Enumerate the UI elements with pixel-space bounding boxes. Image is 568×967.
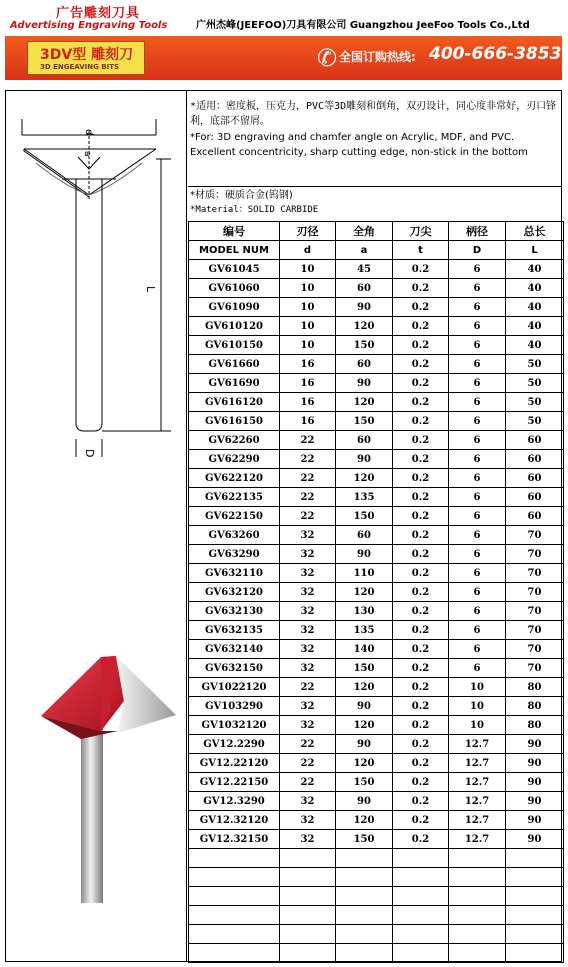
- table-cell: 0.2: [393, 583, 449, 602]
- table-cell: 50: [506, 374, 564, 393]
- table-cell: 135: [336, 621, 393, 640]
- material-cn: *材质：硬质合金(钨钢): [190, 190, 293, 201]
- table-row-empty: [189, 906, 564, 925]
- table-cell: GV61045: [189, 260, 280, 279]
- table-cell: MODEL NUM: [189, 241, 280, 260]
- table-cell: 10: [280, 336, 336, 355]
- hotline-label: 全国订购热线:: [339, 50, 416, 64]
- table-cell: 0.2: [393, 716, 449, 735]
- table-row: [189, 450, 564, 469]
- table-cell: GV1032120: [189, 716, 280, 735]
- table-cell: 刀尖: [393, 222, 449, 241]
- table-row: [189, 279, 564, 298]
- table-cell: GV1022120: [189, 678, 280, 697]
- table-cell: 0.2: [393, 412, 449, 431]
- table-cell: 90: [336, 697, 393, 716]
- table-cell: [393, 944, 449, 963]
- table-row: [189, 792, 564, 811]
- material-en: *Material：SOLID CARBIDE: [190, 205, 319, 215]
- table-cell: 150: [336, 507, 393, 526]
- table-cell: t: [393, 241, 449, 260]
- table-cell: 6: [449, 488, 506, 507]
- table-cell: 22: [280, 507, 336, 526]
- table-cell: 0.2: [393, 355, 449, 374]
- table-cell: 40: [506, 279, 564, 298]
- table-cell: 柄径: [449, 222, 506, 241]
- table-cell: 32: [280, 640, 336, 659]
- table-cell: 90: [506, 735, 564, 754]
- table-cell: 10: [449, 697, 506, 716]
- table-cell: 120: [336, 716, 393, 735]
- logo-title-en: Advertising Engraving Tools: [10, 20, 168, 31]
- table-row: [189, 735, 564, 754]
- table-cell: [393, 906, 449, 925]
- table-cell: 0.2: [393, 640, 449, 659]
- table-cell: [449, 849, 506, 868]
- spec-table: [188, 221, 564, 963]
- table-cell: [393, 925, 449, 944]
- table-cell: 10: [449, 678, 506, 697]
- table-cell: 120: [336, 583, 393, 602]
- table-cell: [189, 906, 280, 925]
- table-cell: 6: [449, 621, 506, 640]
- table-cell: [336, 868, 393, 887]
- table-cell: 45: [336, 260, 393, 279]
- table-cell: 16: [280, 355, 336, 374]
- table-cell: 0.2: [393, 678, 449, 697]
- table-cell: 60: [506, 488, 564, 507]
- table-cell: 140: [336, 640, 393, 659]
- table-cell: 120: [336, 317, 393, 336]
- table-cell: 6: [449, 564, 506, 583]
- table-cell: 0.2: [393, 507, 449, 526]
- table-cell: 6: [449, 431, 506, 450]
- table-cell: 0.2: [393, 564, 449, 583]
- table-cell: GV12.22120: [189, 754, 280, 773]
- table-cell: 0.2: [393, 469, 449, 488]
- table-cell: 全角: [336, 222, 393, 241]
- table-cell: 12.7: [449, 735, 506, 754]
- table-cell: [506, 906, 564, 925]
- table-cell: [506, 944, 564, 963]
- table-cell: 70: [506, 621, 564, 640]
- table-cell: 32: [280, 792, 336, 811]
- table-row: [189, 260, 564, 279]
- table-cell: GV61660: [189, 355, 280, 374]
- table-cell: 6: [449, 545, 506, 564]
- table-cell: 22: [280, 754, 336, 773]
- table-cell: GV61060: [189, 279, 280, 298]
- table-cell: 6: [449, 526, 506, 545]
- table-cell: 90: [506, 754, 564, 773]
- table-cell: 130: [336, 602, 393, 621]
- table-cell: 22: [280, 773, 336, 792]
- table-row: [189, 621, 564, 640]
- table-row: [189, 564, 564, 583]
- table-row: [189, 336, 564, 355]
- table-cell: 6: [449, 469, 506, 488]
- table-cell: 110: [336, 564, 393, 583]
- table-cell: 60: [506, 431, 564, 450]
- table-cell: 32: [280, 811, 336, 830]
- table-row-empty: [189, 925, 564, 944]
- table-row: [189, 374, 564, 393]
- table-cell: 22: [280, 469, 336, 488]
- table-cell: 120: [336, 469, 393, 488]
- table-cell: 32: [280, 697, 336, 716]
- table-cell: D: [449, 241, 506, 260]
- table-cell: [506, 887, 564, 906]
- table-cell: 150: [336, 659, 393, 678]
- table-cell: 90: [506, 773, 564, 792]
- table-cell: 70: [506, 659, 564, 678]
- table-cell: 6: [449, 450, 506, 469]
- product-tag: [27, 41, 145, 75]
- table-cell: 22: [280, 678, 336, 697]
- table-cell: [280, 887, 336, 906]
- table-cell: 150: [336, 830, 393, 849]
- table-row-empty: [189, 868, 564, 887]
- table-cell: 150: [336, 412, 393, 431]
- table-cell: [449, 868, 506, 887]
- table-cell: GV63260: [189, 526, 280, 545]
- table-cell: 12.7: [449, 754, 506, 773]
- table-cell: 0.2: [393, 659, 449, 678]
- table-cell: 90: [506, 792, 564, 811]
- table-cell: 6: [449, 279, 506, 298]
- table-cell: 70: [506, 583, 564, 602]
- table-cell: 22: [280, 431, 336, 450]
- table-cell: GV622135: [189, 488, 280, 507]
- table-cell: [336, 944, 393, 963]
- table-row: [189, 697, 564, 716]
- table-cell: GV103290: [189, 697, 280, 716]
- table-cell: 0.2: [393, 811, 449, 830]
- table-cell: 6: [449, 602, 506, 621]
- table-cell: GV632135: [189, 621, 280, 640]
- table-row-empty: [189, 849, 564, 868]
- table-cell: 32: [280, 621, 336, 640]
- table-cell: 6: [449, 336, 506, 355]
- table-cell: 0.2: [393, 792, 449, 811]
- table-cell: 150: [336, 773, 393, 792]
- table-cell: 0.2: [393, 735, 449, 754]
- table-cell: GV622120: [189, 469, 280, 488]
- table-cell: [449, 906, 506, 925]
- table-cell: 16: [280, 393, 336, 412]
- phone-icon: ✆: [317, 44, 338, 72]
- table-cell: 10: [449, 716, 506, 735]
- table-cell: 60: [506, 469, 564, 488]
- table-cell: [449, 925, 506, 944]
- table-row: [189, 640, 564, 659]
- table-cell: 6: [449, 640, 506, 659]
- company-name: 广州杰峰(JEEFOO)刀具有限公司 Guangzhou JeeFoo Tools Co.,Ltd: [196, 20, 530, 31]
- table-cell: 6: [449, 507, 506, 526]
- table-row: [189, 507, 564, 526]
- table-cell: a: [336, 241, 393, 260]
- dim-d-label: d: [83, 129, 94, 136]
- table-cell: 0.2: [393, 545, 449, 564]
- table-cell: 0.2: [393, 393, 449, 412]
- table-cell: [336, 849, 393, 868]
- table-cell: 40: [506, 298, 564, 317]
- table-cell: 总长: [506, 222, 564, 241]
- table-cell: 0.2: [393, 697, 449, 716]
- table-cell: [393, 868, 449, 887]
- table-cell: 80: [506, 697, 564, 716]
- table-row: [189, 811, 564, 830]
- table-row: [189, 298, 564, 317]
- table-cell: 0.2: [393, 773, 449, 792]
- table-cell: 80: [506, 716, 564, 735]
- table-cell: 编号: [189, 222, 280, 241]
- table-cell: [280, 925, 336, 944]
- dim-l-label: L: [144, 286, 157, 293]
- table-cell: 0.2: [393, 279, 449, 298]
- description-en: *For: 3D engraving and chamfer angle on Acrylic, MDF, and PVC. Excellent concentricity, sharp cutting edge, non-stick in the bottom: [190, 132, 528, 158]
- table-cell: [449, 944, 506, 963]
- table-cell: 12.7: [449, 830, 506, 849]
- table-cell: GV616120: [189, 393, 280, 412]
- table-cell: GV61690: [189, 374, 280, 393]
- table-cell: 60: [336, 355, 393, 374]
- table-cell: 6: [449, 298, 506, 317]
- table-cell: 120: [336, 811, 393, 830]
- table-cell: 0.2: [393, 260, 449, 279]
- table-cell: GV12.3290: [189, 792, 280, 811]
- table-cell: 32: [280, 564, 336, 583]
- table-cell: GV12.22150: [189, 773, 280, 792]
- table-cell: 6: [449, 583, 506, 602]
- material-block: [188, 187, 562, 221]
- table-cell: 60: [336, 431, 393, 450]
- table-cell: 60: [336, 526, 393, 545]
- table-cell: 0.2: [393, 621, 449, 640]
- table-cell: 40: [506, 317, 564, 336]
- table-cell: 80: [506, 678, 564, 697]
- table-cell: GV61090: [189, 298, 280, 317]
- table-cell: 22: [280, 450, 336, 469]
- table-row: [189, 754, 564, 773]
- table-cell: 10: [280, 279, 336, 298]
- table-cell: 70: [506, 526, 564, 545]
- table-cell: GV632150: [189, 659, 280, 678]
- table-cell: GV632140: [189, 640, 280, 659]
- table-cell: 32: [280, 526, 336, 545]
- table-row: [189, 317, 564, 336]
- table-row: [189, 355, 564, 374]
- table-cell: 0.2: [393, 336, 449, 355]
- table-cell: 150: [336, 336, 393, 355]
- table-cell: 120: [336, 393, 393, 412]
- table-cell: 60: [336, 279, 393, 298]
- table-cell: GV616150: [189, 412, 280, 431]
- tool-drawing: [6, 91, 187, 961]
- table-cell: 6: [449, 412, 506, 431]
- table-row: [189, 830, 564, 849]
- table-cell: 90: [336, 735, 393, 754]
- logo-title-cn: 广告雕刻刀具: [56, 6, 141, 21]
- table-cell: 12.7: [449, 811, 506, 830]
- table-cell: 0.2: [393, 754, 449, 773]
- table-cell: [189, 887, 280, 906]
- table-row-empty: [189, 887, 564, 906]
- table-cell: 32: [280, 602, 336, 621]
- table-cell: 90: [506, 830, 564, 849]
- table-cell: d: [280, 241, 336, 260]
- table-cell: 0.2: [393, 602, 449, 621]
- spec-sheet: [5, 90, 562, 962]
- page-header: [0, 0, 568, 36]
- description-block: [188, 91, 562, 187]
- table-cell: 32: [280, 545, 336, 564]
- table-cell: [280, 868, 336, 887]
- description-cn: *适用：密度板，压克力，PVC等3D雕刻和倒角，双刃设计，同心度非常好，刃口锋利，底部不留屑。: [190, 101, 557, 127]
- product-photo: [41, 656, 176, 903]
- table-row: [189, 545, 564, 564]
- table-cell: 6: [449, 374, 506, 393]
- table-cell: 40: [506, 260, 564, 279]
- table-cell: [280, 849, 336, 868]
- table-cell: GV12.32150: [189, 830, 280, 849]
- table-row: [189, 602, 564, 621]
- table-row: [189, 773, 564, 792]
- table-cell: 135: [336, 488, 393, 507]
- dim-a-label: a: [82, 151, 92, 157]
- table-cell: 刃径: [280, 222, 336, 241]
- table-cell: [189, 925, 280, 944]
- table-row: [189, 659, 564, 678]
- table-cell: [506, 868, 564, 887]
- table-cell: 0.2: [393, 317, 449, 336]
- table-cell: [189, 944, 280, 963]
- table-cell: GV632130: [189, 602, 280, 621]
- hotline-number[interactable]: 400-666-3853: [429, 44, 562, 64]
- table-row: [189, 412, 564, 431]
- table-cell: 0.2: [393, 431, 449, 450]
- table-row: [189, 678, 564, 697]
- table-cell: [393, 887, 449, 906]
- table-cell: 6: [449, 393, 506, 412]
- table-cell: 16: [280, 412, 336, 431]
- table-cell: L: [506, 241, 564, 260]
- table-cell: [280, 944, 336, 963]
- table-cell: 32: [280, 830, 336, 849]
- table-cell: 10: [280, 317, 336, 336]
- table-cell: 16: [280, 374, 336, 393]
- table-row: [189, 583, 564, 602]
- table-row: [189, 488, 564, 507]
- table-cell: GV12.32120: [189, 811, 280, 830]
- table-cell: 50: [506, 355, 564, 374]
- table-cell: [280, 906, 336, 925]
- table-cell: GV610150: [189, 336, 280, 355]
- table-header-en: [189, 241, 564, 260]
- table-cell: 70: [506, 545, 564, 564]
- table-cell: 22: [280, 735, 336, 754]
- table-cell: 32: [280, 659, 336, 678]
- table-cell: [506, 849, 564, 868]
- table-cell: GV622150: [189, 507, 280, 526]
- table-cell: 50: [506, 393, 564, 412]
- table-cell: [189, 849, 280, 868]
- table-cell: 40: [506, 336, 564, 355]
- table-row: [189, 431, 564, 450]
- table-cell: 0.2: [393, 830, 449, 849]
- table-cell: 0.2: [393, 488, 449, 507]
- table-cell: 6: [449, 260, 506, 279]
- table-cell: 90: [336, 374, 393, 393]
- table-cell: 70: [506, 640, 564, 659]
- product-banner: [5, 36, 562, 80]
- table-cell: 10: [280, 298, 336, 317]
- table-cell: GV632120: [189, 583, 280, 602]
- table-cell: 90: [336, 450, 393, 469]
- table-cell: [189, 868, 280, 887]
- table-cell: GV62260: [189, 431, 280, 450]
- table-cell: 70: [506, 602, 564, 621]
- table-cell: 32: [280, 583, 336, 602]
- table-cell: 12.7: [449, 792, 506, 811]
- table-cell: GV62290: [189, 450, 280, 469]
- table-cell: GV632110: [189, 564, 280, 583]
- table-cell: 120: [336, 678, 393, 697]
- table-cell: 0.2: [393, 298, 449, 317]
- table-cell: 90: [336, 545, 393, 564]
- table-cell: [336, 906, 393, 925]
- table-cell: 120: [336, 754, 393, 773]
- table-cell: [336, 925, 393, 944]
- table-row: [189, 393, 564, 412]
- table-cell: 32: [280, 716, 336, 735]
- table-row-empty: [189, 944, 564, 963]
- table-cell: 90: [506, 811, 564, 830]
- table-cell: 0.2: [393, 374, 449, 393]
- table-cell: [449, 887, 506, 906]
- product-name-en: 3D ENGEAVING BITS: [40, 63, 120, 71]
- dim-d-shank-label: D: [83, 449, 96, 458]
- table-cell: 0.2: [393, 450, 449, 469]
- table-cell: 70: [506, 564, 564, 583]
- drawing-panel: [6, 91, 187, 961]
- table-cell: 90: [336, 298, 393, 317]
- table-row: [189, 526, 564, 545]
- table-cell: 6: [449, 355, 506, 374]
- table-cell: [393, 849, 449, 868]
- table-cell: GV63290: [189, 545, 280, 564]
- table-row: [189, 716, 564, 735]
- table-cell: 0.2: [393, 526, 449, 545]
- table-cell: 50: [506, 412, 564, 431]
- table-cell: 12.7: [449, 773, 506, 792]
- table-cell: 6: [449, 317, 506, 336]
- table-cell: GV610120: [189, 317, 280, 336]
- table-row: [189, 469, 564, 488]
- table-cell: 6: [449, 659, 506, 678]
- table-cell: [506, 925, 564, 944]
- product-name-cn: 3DV型 雕刻刀: [40, 47, 134, 63]
- table-cell: 60: [506, 507, 564, 526]
- table-cell: 22: [280, 488, 336, 507]
- table-cell: 90: [336, 792, 393, 811]
- table-cell: [336, 887, 393, 906]
- table-cell: 10: [280, 260, 336, 279]
- table-header-cn: [189, 222, 564, 241]
- table-cell: 60: [506, 450, 564, 469]
- table-cell: GV12.2290: [189, 735, 280, 754]
